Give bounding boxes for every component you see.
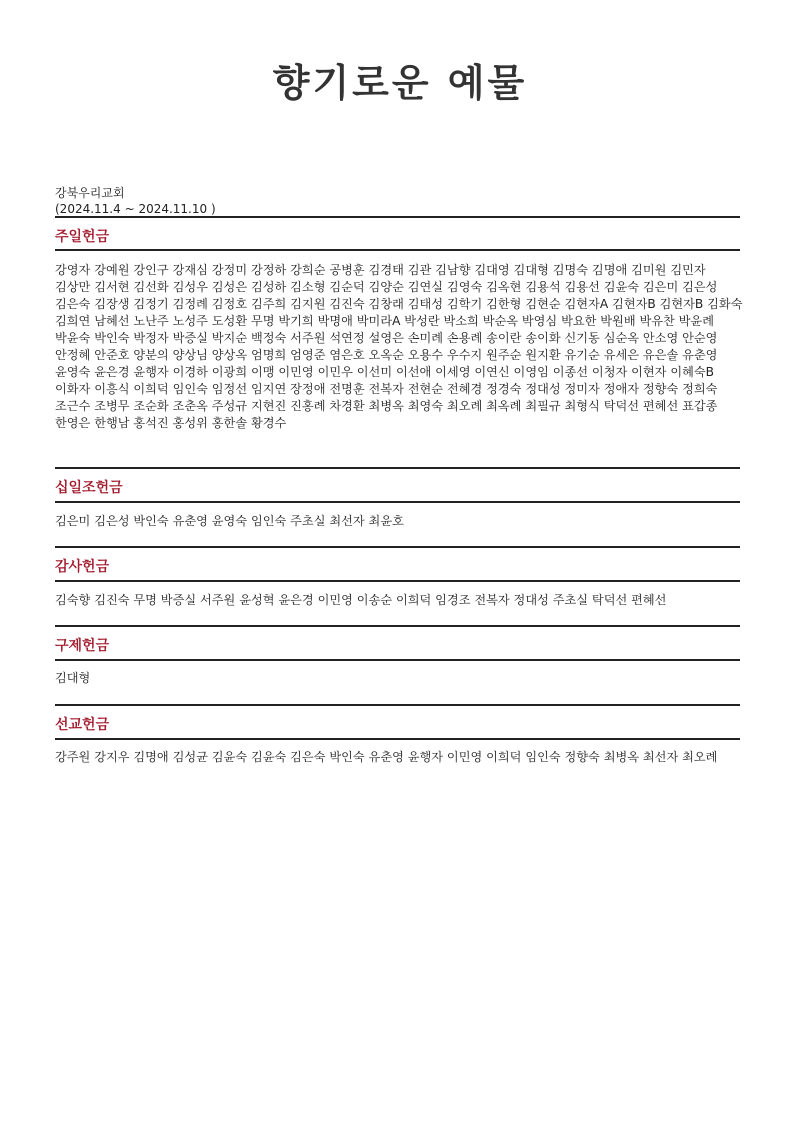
sunday-offering-names: 강영자 강예원 강인구 강재심 강정미 강정하 강희순 공병훈 김경태 김관 김남향 김대영 김대형 김명숙 김명애 김미원 김민자 김상만 김서현 김선화 김성우 김성은 김성하 김소형 김순덕 김양순 김연실 김영숙 김옥현 김용석 김용선 김윤숙 김은미 김은성 김은숙 김장생 김정기 김정례 김정호 김주희 김지원 김진숙 김창래 김태성 김학기 김한형 김현순 김현자A 김현자B 김현자B 김화숙 김희연 남혜선 노난주 노성주 도성환 무명 박기희 박명애 박미라A 박성란 박소희 박순옥 박영심 박요한 박원배 박유찬 박윤례 박윤숙 박인숙 박정자 박증실 박지순 백정숙 서주원 석연정 설영은 손미례 손용례 송이란 송이화 신기동 심순옥 안소영 안순영 안정혜 안준호 양분의 양상님 양상옥 엄명희 엄영준 염은호 오옥순 오용수 우수지 원주순 원지환 유기순 유세은 유은솔 유춘영 윤영숙 윤은경 윤행자 이경하 이광희 이맹 이민영 이민우 이선미 이선애 이세영 이연신 이영임 이종선 이청자 이현자 이혜숙B 이화자 이흥식 이희덕 임인숙 임정선 임지연 장정애 전명훈 전복자 전현순 전혜경 정경숙 정대성 정미자 정애자 정향숙 정희숙 조근수 조병무 조순화 조춘옥 주성규 지현진 진홍례 차경환 최병옥 최영숙 최오례 최옥례 최필규 최형식 탁덕선 편혜선 표갑종 한영은 한행남 홍석진 홍성위 홍한솔 황경수 — [55, 263, 743, 430]
section-divider — [55, 704, 740, 706]
section-divider — [55, 249, 740, 251]
mission-names: 강주원 강지우 김명애 김성균 김윤숙 김윤숙 김은숙 박인숙 유춘영 윤행자 이민영 이희덕 임인숙 정향숙 최병옥 최선자 최오례 — [55, 750, 718, 764]
date-range: (2024.11.4 ~ 2024.11.10 ) — [55, 202, 216, 216]
page-title: 향기로운 예물 — [272, 61, 528, 105]
section-divider — [55, 659, 740, 661]
section-title-sunday-offering: 주일헌금 — [55, 229, 110, 245]
tithe-names: 김은미 김은성 박인숙 유춘영 윤영숙 임인숙 주초실 최선자 최윤호 — [55, 514, 404, 528]
section-divider — [55, 580, 740, 582]
church-info — [55, 185, 216, 217]
section-divider — [55, 738, 740, 740]
section-divider — [55, 625, 740, 627]
section-divider — [55, 467, 740, 469]
section-title-relief: 구제헌금 — [55, 638, 110, 654]
section-divider — [55, 501, 740, 503]
relief-names: 김대형 — [55, 671, 91, 685]
section-title-tithe: 십일조헌금 — [55, 480, 123, 496]
section-title-thanksgiving: 감사헌금 — [55, 559, 110, 575]
church-name: 강북우리교회 — [55, 186, 125, 200]
thanksgiving-names: 김숙향 김진숙 무명 박증실 서주원 윤성혁 윤은경 이민영 이송순 이희덕 임경조 전복자 정대성 주초실 탁덕선 편혜선 — [55, 593, 667, 607]
section-divider — [55, 216, 740, 218]
section-divider — [55, 546, 740, 548]
section-title-mission: 선교헌금 — [55, 717, 110, 733]
